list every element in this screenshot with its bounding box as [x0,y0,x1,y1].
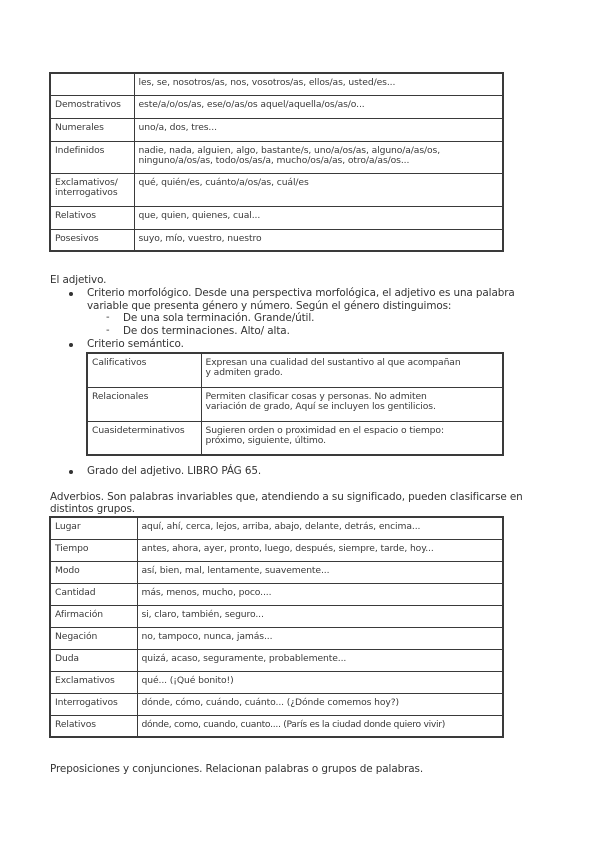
morphological-criterion-line-1: Criterio morfológico. Desde una perspectiva morfológica, el adjetivo es una palabra [87,287,515,299]
table-row [50,627,503,649]
label-line: Exclamativos/ [55,176,118,188]
value-line: variación de grado, Aquí se incluyen los gentilicios. [205,400,436,412]
table-row [50,95,503,118]
adverbs-intro-line-1: Adverbios. Son palabras invariables que, atendiendo a su significado, pueden clasificarse en [50,491,523,503]
dash-icon: - [106,325,110,336]
sub-item-two-endings: De dos terminaciones. Alto/ alta. [123,325,290,337]
row-value: más, menos, mucho, poco.... [137,583,503,605]
row-value: dónde, como, cuando, cuanto.... (París es la ciudad donde quiero vivir) [137,715,503,737]
row-label: Numerales [50,118,134,141]
table-row [87,421,503,455]
semantic-criterion-table [86,352,504,456]
row-value [201,353,503,387]
row-label: Tiempo [50,539,137,561]
row-label: Relativos [50,206,134,229]
row-value: qué... (¡Qué bonito!) [137,671,503,693]
row-value: antes, ahora, ayer, pronto, luego, después, siempre, tarde, hoy... [137,539,503,561]
adjective-degree: Grado del adjetivo. LIBRO PÁG 65. [87,465,262,477]
row-value: no, tampoco, nunca, jamás... [137,627,503,649]
row-label: Posesivos [50,229,134,251]
table-row [50,229,503,251]
table-row [50,206,503,229]
row-value: este/a/o/os/as, ese/o/as/os aquel/aquella/os/as/o... [134,95,503,118]
row-label: Duda [50,649,137,671]
row-value: les, se, nosotros/as, nos, vosotros/as, ellos/as, usted/es... [134,73,503,95]
table-row [50,583,503,605]
row-value: que, quien, quienes, cual... [134,206,503,229]
row-label: Interrogativos [50,693,137,715]
semantic-criterion: Criterio semántico. [87,338,184,350]
adjective-heading: El adjetivo. [50,274,107,286]
row-label [50,73,134,95]
bullet-icon [69,343,73,347]
value-line: Sugieren orden o proximidad en el espacio o tiempo: [205,424,444,436]
pronouns-table [49,72,504,252]
table-row [50,693,503,715]
table-row [50,561,503,583]
table-row [50,73,503,95]
dash-icon: - [106,312,110,323]
row-label: Modo [50,561,137,583]
row-label: Cuasideterminativos [87,421,201,455]
row-value: si, claro, también, seguro... [137,605,503,627]
row-label: Exclamativos [50,671,137,693]
row-label [50,173,134,206]
table-row [50,671,503,693]
row-value [201,387,503,421]
row-value: qué, quién/es, cuánto/a/os/as, cuál/es [134,173,503,206]
table-row [87,387,503,421]
row-value [134,141,503,173]
adverbs-table [49,516,504,738]
row-value: suyo, mío, vuestro, nuestro [134,229,503,251]
row-label: Relacionales [87,387,201,421]
row-label: Calificativos [87,353,201,387]
table-row [50,517,503,539]
bullet-icon [69,470,73,474]
morphological-criterion-line-2: variable que presenta género y número. Según el género distinguimos: [87,300,452,312]
table-row [50,118,503,141]
sub-item-single-ending: De una sola terminación. Grande/útil. [123,312,315,324]
table-row [50,539,503,561]
row-label: Indefinidos [50,141,134,173]
bullet-icon [69,292,73,296]
value-line: Permiten clasificar cosas y personas. No admiten [205,390,427,402]
label-line: interrogativos [55,186,118,198]
row-value: uno/a, dos, tres... [134,118,503,141]
prepositions-paragraph: Preposiciones y conjunciones. Relacionan palabras o grupos de palabras. [50,763,424,775]
row-label: Afirmación [50,605,137,627]
value-line: ninguno/a/os/as, todo/os/as/a, mucho/os/a/as, otro/a/as/os... [138,154,410,166]
value-line: y admiten grado. [205,367,283,378]
row-value: dónde, cómo, cuándo, cuánto... (¿Dónde comemos hoy?) [137,693,503,715]
adverbs-intro-line-2: distintos grupos. [50,503,136,515]
row-label: Negación [50,627,137,649]
row-label: Demostrativos [50,95,134,118]
row-value: así, bien, mal, lentamente, suavemente... [137,561,503,583]
row-label: Lugar [50,517,137,539]
value-line: nadie, nada, alguien, algo, bastante/s, uno/a/os/as, alguno/a/as/os, [138,144,441,156]
table-row [50,649,503,671]
row-value [201,421,503,455]
table-row [50,715,503,737]
value-line: Expresan una cualidad del sustantivo al que acompañan [205,357,461,368]
table-row [87,353,503,387]
value-line: próximo, siguiente, último. [205,434,326,446]
row-value: aquí, ahí, cerca, lejos, arriba, abajo, delante, detrás, encima... [137,517,503,539]
table-row [50,141,503,173]
table-row [50,605,503,627]
table-row [50,173,503,206]
row-value: quizá, acaso, seguramente, probablemente... [137,649,503,671]
row-label: Cantidad [50,583,137,605]
row-label: Relativos [50,715,137,737]
